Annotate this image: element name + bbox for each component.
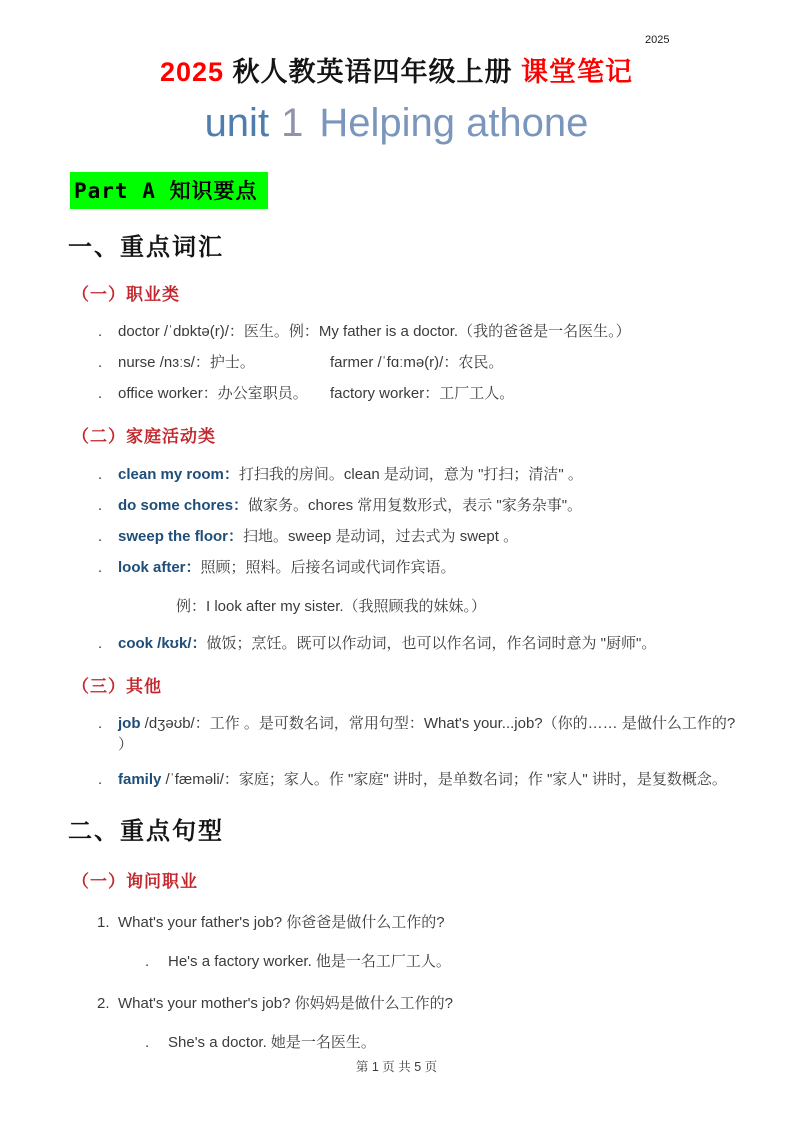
list-item bbox=[96, 321, 743, 342]
bullet-dot: . bbox=[98, 527, 103, 545]
vocab-family: family bbox=[118, 770, 162, 788]
subsection-ask-jobs-heading: （一）询问职业 bbox=[72, 872, 198, 892]
question-line bbox=[97, 912, 743, 933]
vocab-office-worker: office worker：办公室职员。 bbox=[118, 385, 308, 403]
vocab-family-desc: /ˈfæməli/：家庭；家人。作 "家庭" 讲时，是单数名词；作 "家人" 讲时，是复数概念。 bbox=[161, 770, 727, 788]
list-item bbox=[96, 769, 743, 790]
list-item bbox=[96, 526, 743, 547]
subtitle-unit-word: unit bbox=[204, 101, 270, 146]
list-item bbox=[96, 633, 743, 654]
answer-line bbox=[145, 1032, 743, 1053]
title-notes-label: 课堂笔记 bbox=[521, 57, 634, 87]
subsection-home-activities-heading: （二）家庭活动类 bbox=[72, 427, 216, 447]
vocab-look-after: look after： bbox=[118, 558, 201, 576]
unit-subtitle bbox=[0, 101, 793, 145]
answer-text: He's a factory worker. 他是一名工厂工人。 bbox=[168, 952, 451, 970]
bullet-dot: . bbox=[98, 558, 103, 576]
document-title bbox=[0, 0, 793, 88]
bullet-dot: . bbox=[145, 1033, 150, 1051]
list-item bbox=[96, 464, 743, 485]
title-main: 秋人教英语四年级上册 bbox=[232, 57, 522, 87]
qa-list bbox=[97, 912, 743, 1053]
vocab-job-desc: /dʒəʊb/：工作 。是可数名词，常用句型：What's your...job?（你的…… 是做什么工作的? ） bbox=[118, 714, 736, 753]
vocab-farmer: farmer /ˈfɑːmə(r)/：农民。 bbox=[330, 354, 504, 372]
answer-line bbox=[145, 951, 743, 972]
vocab-sweep-the-floor: sweep the floor： bbox=[118, 527, 244, 545]
example-sentence: 例：I look after my sister.（我照顾我的妹妹。） bbox=[176, 597, 487, 615]
subsection-others-heading: （三）其他 bbox=[72, 676, 162, 696]
others-list bbox=[96, 713, 743, 790]
section-vocab-heading: 一、重点词汇 bbox=[68, 234, 224, 262]
list-item bbox=[96, 557, 743, 578]
vocab-nurse: nurse /nɜːs/：护士。 bbox=[118, 354, 255, 372]
answer-text: She's a doctor. 她是一名医生。 bbox=[168, 1033, 376, 1051]
bullet-dot: . bbox=[98, 354, 103, 372]
part-a-badge: Part A 知识要点 bbox=[70, 172, 268, 209]
question-number: 1. bbox=[97, 913, 110, 931]
vocab-clean-my-room: clean my room： bbox=[118, 465, 239, 483]
vocab-doctor: doctor /ˈdɒktə(r)/：医生。例：My father is a doctor.（我的爸爸是一名医生。） bbox=[118, 323, 631, 341]
vocab-do-some-chores-desc: 做家务。chores 常用复数形式，表示 "家务杂事"。 bbox=[248, 496, 583, 514]
bullet-dot: . bbox=[98, 496, 103, 514]
section-sentences-heading: 二、重点句型 bbox=[68, 817, 224, 845]
home-activities-list-cont bbox=[96, 633, 743, 654]
vocab-clean-my-room-desc: 打扫我的房间。clean 是动词，意为 "打扫；清洁" 。 bbox=[238, 465, 583, 483]
home-activities-list bbox=[96, 464, 743, 578]
vocab-factory-worker: factory worker：工厂工人。 bbox=[330, 385, 515, 403]
subtitle-unit-number: 1 bbox=[281, 101, 304, 146]
vocab-cook-desc: 做饭；烹饪。既可以作动词，也可以作名词，作名词时意为 "厨师"。 bbox=[206, 634, 657, 652]
list-item bbox=[96, 352, 743, 373]
list-item bbox=[96, 713, 743, 755]
bullet-dot: . bbox=[145, 952, 150, 970]
vocab-sweep-the-floor-desc: 扫地。sweep 是动词，过去式为 swept 。 bbox=[243, 527, 519, 545]
vocab-cook: cook /kʊk/： bbox=[118, 634, 207, 652]
bullet-dot: . bbox=[98, 385, 103, 403]
part-a-row bbox=[70, 172, 793, 209]
question-text: What's your mother's job? 你妈妈是做什么工作的? bbox=[118, 994, 453, 1012]
jobs-list bbox=[96, 321, 743, 404]
vocab-look-after-desc: 照顾；照料。后接名词或代词作宾语。 bbox=[200, 558, 456, 576]
question-line bbox=[97, 993, 743, 1014]
subsection-jobs-heading: （一）职业类 bbox=[72, 284, 180, 304]
page-footer: 第 1 页 共 5 页 bbox=[355, 1060, 438, 1074]
title-year: 2025 bbox=[159, 57, 233, 87]
vocab-do-some-chores: do some chores： bbox=[118, 496, 249, 514]
bullet-dot: . bbox=[98, 714, 103, 732]
bullet-dot: . bbox=[98, 770, 103, 788]
subtitle-phrase: Helping athone bbox=[319, 101, 589, 146]
bullet-dot: . bbox=[98, 323, 103, 341]
bullet-dot: . bbox=[98, 465, 103, 483]
list-item bbox=[96, 495, 743, 516]
corner-year: 2025 bbox=[645, 34, 670, 46]
question-number: 2. bbox=[97, 994, 110, 1012]
bullet-dot: . bbox=[98, 634, 103, 652]
question-text: What's your father's job? 你爸爸是做什么工作的? bbox=[118, 913, 445, 931]
vocab-job: job bbox=[118, 714, 141, 732]
list-item bbox=[96, 383, 743, 404]
